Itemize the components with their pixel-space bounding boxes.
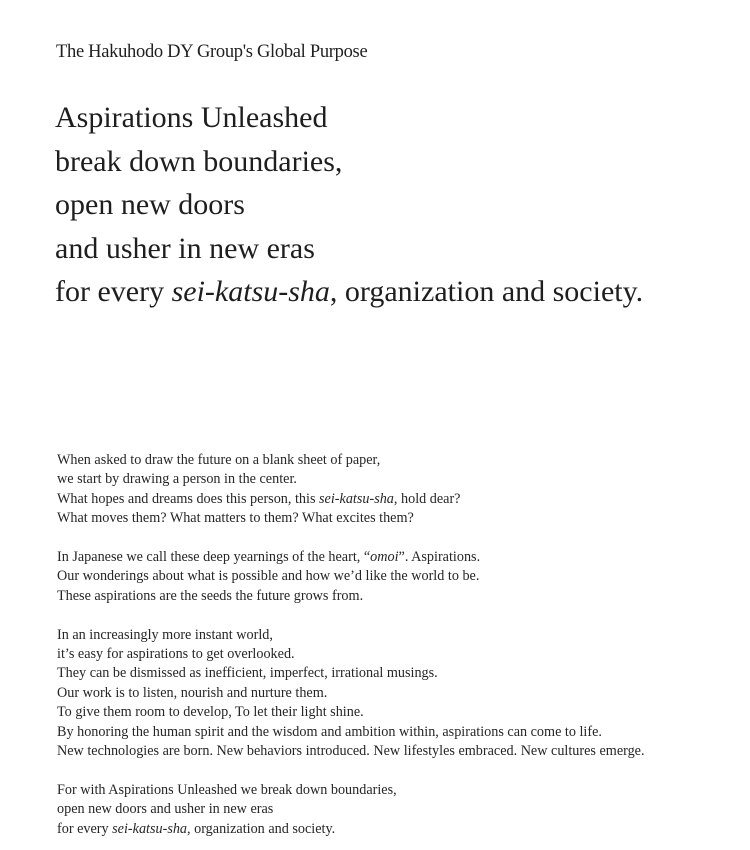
body-line: These aspirations are the seeds the future grows from. <box>57 587 364 604</box>
body-line <box>57 820 645 839</box>
headline-line: break down boundaries, <box>55 144 343 178</box>
body-line: open new doors and usher in new eras <box>57 801 274 818</box>
body-line: it’s easy for aspirations to get overlooked. <box>57 646 295 663</box>
paragraph-4 <box>57 781 645 839</box>
headline-emphasis: sei-katsu-sha <box>171 275 330 308</box>
headline-line: Aspirations Unleashed <box>55 101 328 134</box>
body-text <box>57 451 645 839</box>
body-text-run: , organization and society. <box>187 820 336 837</box>
headline-text: , organization and society. <box>329 275 644 308</box>
paragraph-1 <box>57 451 645 529</box>
body-line: we start by drawing a person in the center. <box>57 471 297 488</box>
body-line: By honoring the human spirit and the wisdom and ambition within, aspirations can come to life. <box>57 723 602 740</box>
body-text-run: , hold dear? <box>393 490 461 507</box>
body-line: When asked to draw the future on a blank sheet of paper, <box>57 452 381 468</box>
page-header: The Hakuhodo DY Group's Global Purpose <box>56 42 368 62</box>
headline <box>55 96 643 314</box>
body-line: For with Aspirations Unleashed we break down boundaries, <box>57 781 397 798</box>
headline-line: open new doors <box>55 188 245 221</box>
headline-text: for every <box>55 275 172 308</box>
body-line: Our work is to listen, nourish and nurture them. <box>57 684 328 701</box>
body-line: New technologies are born. New behaviors introduced. New lifestyles embraced. New cultures emerge. <box>57 743 645 760</box>
body-line <box>57 548 645 567</box>
body-text-run: In Japanese we call these deep yearnings of the heart, “ <box>57 549 371 566</box>
body-text-run: ”. Aspirations. <box>398 549 481 566</box>
body-emphasis: sei-katsu-sha <box>112 820 188 837</box>
headline-line <box>55 270 643 314</box>
headline-line: and usher in new eras <box>55 231 315 265</box>
body-line: Our wonderings about what is possible and how we’d like the world to be. <box>57 568 480 585</box>
body-line: They can be dismissed as inefficient, imperfect, irrational musings. <box>57 665 438 682</box>
body-line <box>57 490 645 509</box>
body-emphasis: sei-katsu-sha <box>319 490 394 507</box>
body-text-run: for every <box>57 820 113 837</box>
paragraph-3 <box>57 626 645 762</box>
body-emphasis: omoi <box>370 549 399 566</box>
body-line: To give them room to develop, To let their light shine. <box>57 704 364 721</box>
body-line: In an increasingly more instant world, <box>57 626 273 643</box>
body-text-run: What hopes and dreams does this person, this <box>57 490 320 507</box>
body-line: What moves them? What matters to them? What excites them? <box>57 510 414 527</box>
paragraph-2 <box>57 548 645 606</box>
